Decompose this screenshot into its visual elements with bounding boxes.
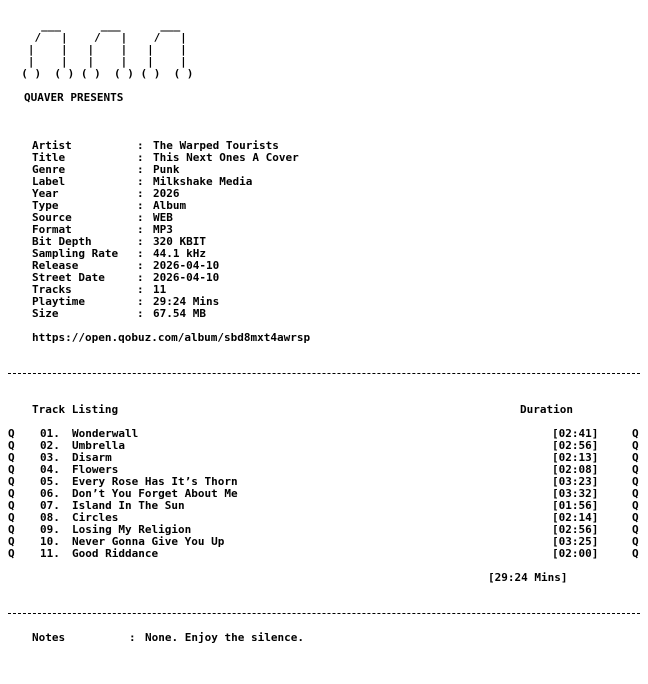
track-list bbox=[8, 428, 648, 560]
track-duration: [02:56] bbox=[552, 439, 599, 452]
spacer bbox=[8, 344, 648, 356]
info-value: 2026 bbox=[153, 187, 180, 200]
track-marker: Q bbox=[632, 451, 639, 464]
track-title: Don’t You Forget About Me bbox=[72, 487, 238, 500]
track-duration: [02:13] bbox=[552, 451, 599, 464]
track-marker: Q bbox=[632, 547, 639, 560]
track-number: 04. bbox=[40, 463, 60, 476]
info-separator: : bbox=[137, 223, 144, 236]
art-line: | | | | | | bbox=[8, 43, 187, 56]
track-duration: [02:14] bbox=[552, 511, 599, 524]
info-separator: : bbox=[137, 283, 144, 296]
track-duration: [02:08] bbox=[552, 463, 599, 476]
nfo-document bbox=[8, 8, 648, 644]
info-value: 2026-04-10 bbox=[153, 271, 220, 284]
track-title: Circles bbox=[72, 511, 119, 524]
info-separator: : bbox=[137, 187, 144, 200]
track-number: 02. bbox=[40, 439, 60, 452]
notes-key: Notes bbox=[32, 631, 66, 644]
info-key: Format bbox=[32, 223, 72, 236]
info-separator: : bbox=[137, 139, 144, 152]
info-value: 44.1 kHz bbox=[153, 247, 206, 260]
info-key: Title bbox=[32, 151, 66, 164]
track-listing-heading: Track Listing bbox=[32, 403, 119, 416]
track-title: Island In The Sun bbox=[72, 499, 185, 512]
track-duration: [03:32] bbox=[552, 487, 599, 500]
art-line: ___ ___ ___ bbox=[8, 19, 181, 32]
info-value: 320 KBIT bbox=[153, 235, 206, 248]
info-row-title bbox=[8, 152, 648, 164]
divider bbox=[8, 373, 640, 374]
release-info bbox=[8, 140, 648, 320]
track-number: 09. bbox=[40, 523, 60, 536]
track-marker: Q bbox=[8, 451, 15, 464]
track-marker: Q bbox=[8, 463, 15, 476]
spacer bbox=[8, 380, 648, 392]
track-duration: [02:56] bbox=[552, 523, 599, 536]
track-title: Every Rose Has It’s Thorn bbox=[72, 475, 238, 488]
info-row-source bbox=[8, 212, 648, 224]
track-marker: Q bbox=[8, 487, 15, 500]
track-marker: Q bbox=[632, 463, 639, 476]
track-title: Umbrella bbox=[72, 439, 125, 452]
info-separator: : bbox=[137, 199, 144, 212]
presents-heading: QUAVER PRESENTS bbox=[24, 91, 124, 104]
info-separator: : bbox=[137, 271, 144, 284]
track-marker: Q bbox=[8, 523, 15, 536]
info-value: 29:24 Mins bbox=[153, 295, 220, 308]
info-key: Size bbox=[32, 307, 59, 320]
track-title: Flowers bbox=[72, 463, 119, 476]
track-number: 03. bbox=[40, 451, 60, 464]
track-number: 08. bbox=[40, 511, 60, 524]
info-key: Playtime bbox=[32, 295, 85, 308]
info-row-genre bbox=[8, 164, 648, 176]
info-row-size bbox=[8, 308, 648, 320]
track-title: Losing My Religion bbox=[72, 523, 192, 536]
info-key: Artist bbox=[32, 139, 72, 152]
info-separator: : bbox=[137, 247, 144, 260]
track-listing-header bbox=[8, 404, 640, 416]
info-row-year bbox=[8, 188, 648, 200]
info-separator: : bbox=[137, 235, 144, 248]
track-number: 05. bbox=[40, 475, 60, 488]
info-separator: : bbox=[137, 151, 144, 164]
track-duration: [01:56] bbox=[552, 499, 599, 512]
info-row-artist bbox=[8, 140, 648, 152]
info-key: Sampling Rate bbox=[32, 247, 119, 260]
info-value: Album bbox=[153, 199, 187, 212]
info-row-sampling-rate bbox=[8, 248, 648, 260]
track-marker: Q bbox=[8, 475, 15, 488]
track-marker: Q bbox=[632, 427, 639, 440]
info-key: Tracks bbox=[32, 283, 72, 296]
track-row bbox=[8, 548, 640, 560]
track-marker: Q bbox=[632, 523, 639, 536]
duration-heading: Duration bbox=[520, 403, 573, 416]
info-key: Bit Depth bbox=[32, 235, 92, 248]
info-separator: : bbox=[137, 295, 144, 308]
info-value: Milkshake Media bbox=[153, 175, 253, 188]
info-key: Label bbox=[32, 175, 66, 188]
info-row-label bbox=[8, 176, 648, 188]
track-number: 06. bbox=[40, 487, 60, 500]
ascii-art-logo bbox=[8, 20, 648, 80]
info-separator: : bbox=[137, 307, 144, 320]
info-key: Type bbox=[32, 199, 59, 212]
track-number: 10. bbox=[40, 535, 60, 548]
total-duration: [29:24 Mins] bbox=[488, 571, 568, 584]
art-line: | | | | | | bbox=[8, 55, 187, 68]
info-separator: : bbox=[137, 175, 144, 188]
spacer bbox=[8, 356, 648, 368]
track-duration: [03:25] bbox=[552, 535, 599, 548]
info-value: This Next Ones A Cover bbox=[153, 151, 299, 164]
track-marker: Q bbox=[8, 511, 15, 524]
track-title: Good Riddance bbox=[72, 547, 159, 560]
info-key: Release bbox=[32, 259, 79, 272]
track-title: Disarm bbox=[72, 451, 112, 464]
track-duration: [02:41] bbox=[552, 427, 599, 440]
info-row-street-date bbox=[8, 272, 648, 284]
spacer bbox=[8, 584, 648, 596]
track-marker: Q bbox=[632, 535, 639, 548]
track-duration: [02:00] bbox=[552, 547, 599, 560]
info-value: Punk bbox=[153, 163, 180, 176]
art-line: / | / | / | bbox=[8, 31, 187, 44]
notes-value: None. Enjoy the silence. bbox=[145, 631, 304, 644]
info-separator: : bbox=[137, 259, 144, 272]
spacer bbox=[8, 596, 648, 608]
spacer bbox=[8, 104, 648, 140]
spacer bbox=[8, 620, 648, 632]
info-value: WEB bbox=[153, 211, 173, 224]
info-separator: : bbox=[137, 163, 144, 176]
info-row-type bbox=[8, 200, 648, 212]
track-number: 01. bbox=[40, 427, 60, 440]
track-title: Never Gonna Give You Up bbox=[72, 535, 225, 548]
art-line: ( ) ( ) ( ) ( ) ( ) ( ) bbox=[8, 67, 194, 80]
notes-row bbox=[8, 632, 648, 644]
info-value: MP3 bbox=[153, 223, 173, 236]
info-row-format bbox=[8, 224, 648, 236]
track-number: 11. bbox=[40, 547, 60, 560]
track-marker: Q bbox=[8, 427, 15, 440]
info-key: Genre bbox=[32, 163, 66, 176]
info-key: Source bbox=[32, 211, 72, 224]
info-row-playtime bbox=[8, 296, 648, 308]
info-value: 11 bbox=[153, 283, 167, 296]
track-marker: Q bbox=[632, 487, 639, 500]
track-marker: Q bbox=[8, 547, 15, 560]
divider bbox=[8, 613, 640, 614]
track-marker: Q bbox=[8, 439, 15, 452]
info-key: Street Date bbox=[32, 271, 105, 284]
info-value: 67.54 MB bbox=[153, 307, 206, 320]
info-separator: : bbox=[137, 211, 144, 224]
notes-separator: : bbox=[129, 631, 136, 644]
track-marker: Q bbox=[8, 499, 15, 512]
track-marker: Q bbox=[632, 439, 639, 452]
info-value: 2026-04-10 bbox=[153, 259, 220, 272]
track-title: Wonderwall bbox=[72, 427, 139, 440]
info-key: Year bbox=[32, 187, 59, 200]
track-marker: Q bbox=[8, 535, 15, 548]
info-row-tracks bbox=[8, 284, 648, 296]
track-marker: Q bbox=[632, 499, 639, 512]
track-marker: Q bbox=[632, 475, 639, 488]
track-duration: [03:23] bbox=[552, 475, 599, 488]
track-number: 07. bbox=[40, 499, 60, 512]
album-url: https://open.qobuz.com/album/sbd8mxt4awrsp bbox=[32, 331, 311, 344]
track-marker: Q bbox=[632, 511, 639, 524]
info-value: The Warped Tourists bbox=[153, 139, 279, 152]
